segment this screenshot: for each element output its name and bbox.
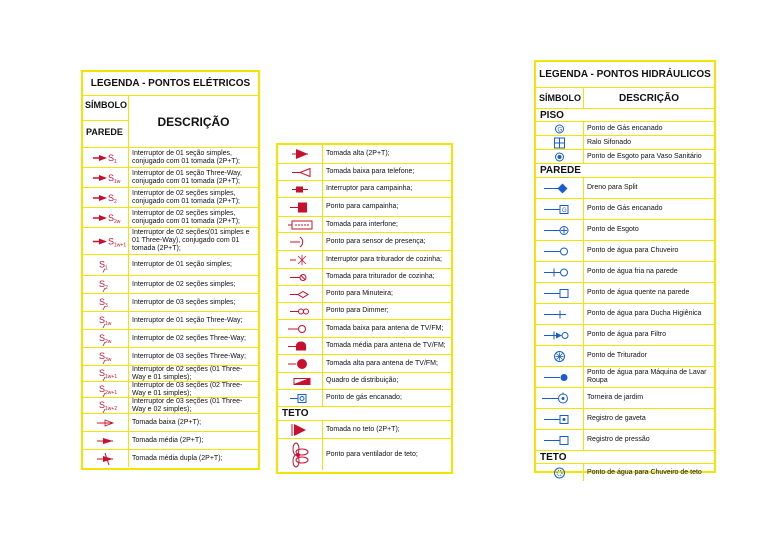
row-description: Interruptor de 02 seções simples; <box>132 280 236 288</box>
table-row <box>83 187 258 207</box>
row-description: Interruptor de 01 seção simples; <box>132 261 232 268</box>
svg-text:S3w: $S_{3w}$ <box>99 351 112 363</box>
row-description: Ponto de água quente na parede <box>587 289 690 296</box>
row-description: Interruptor de 03 seções (01 Three-Way e 02 simples); <box>132 397 243 413</box>
table-row <box>536 177 714 198</box>
table-row <box>83 413 258 431</box>
symbol-icon <box>278 198 322 216</box>
table-row <box>278 232 451 250</box>
symbol-icon <box>278 373 322 389</box>
row-description: Tomada média dupla (2P+T); <box>132 454 223 462</box>
legend-electrical-table-2 <box>276 143 453 474</box>
symbol-icon <box>536 388 583 408</box>
table-row <box>83 275 258 293</box>
row-description: Tomada para interfone; <box>326 220 398 228</box>
symbol-icon <box>278 390 322 406</box>
svg-text:S2w: $S_{2w}$ <box>108 213 121 225</box>
table-row <box>278 285 451 302</box>
svg-text:S1w+2: $S_{1w+2}$ <box>99 400 118 412</box>
electrical-title: LEGENDA - PONTOS ELÉTRICOS <box>90 78 251 89</box>
table-row <box>536 408 714 429</box>
row-description: Ponto para sensor de presença; <box>326 237 426 245</box>
symbol-icon <box>536 346 583 366</box>
table-row <box>536 345 714 366</box>
symbol-icon <box>278 145 322 163</box>
svg-text:S1w+1: $S_{1w+1}$ <box>108 236 127 249</box>
table-row <box>83 293 258 311</box>
table-row <box>278 372 451 389</box>
row-description: Interruptor de 01 seção Three-Way, conjugado com 01 tomada (2P+T); <box>132 169 242 185</box>
symbol-icon <box>83 414 128 431</box>
row-description: Ponto de água para Filtro <box>587 331 666 338</box>
row-description: Ponto para Dimmer; <box>326 307 389 314</box>
row-description: Ponto de água fria na parede <box>587 268 678 275</box>
table-row <box>83 381 258 397</box>
row-description: Registro de gaveta <box>587 415 646 422</box>
symbol-icon <box>83 312 128 329</box>
symbol-icon <box>278 303 322 319</box>
symbol-icon <box>278 269 322 285</box>
table-row <box>536 324 714 345</box>
svg-text:G: G <box>557 127 563 134</box>
row-description: Ponto de água para Máquina de Lavar Roupa <box>587 369 707 384</box>
symbol-icon <box>278 164 322 180</box>
symbol-icon <box>536 325 583 345</box>
symbol-icon <box>536 241 583 261</box>
row-description: Ponto de Gás encanado <box>587 205 663 212</box>
symbol-icon <box>536 136 583 149</box>
description-header: DESCRIÇÃO <box>618 92 679 104</box>
symbol-icon <box>278 286 322 302</box>
table-row <box>278 319 451 337</box>
svg-text:S1w: $S_{1w}$ <box>99 315 112 327</box>
symbol-icon <box>278 421 322 438</box>
symbol-icon <box>83 276 128 293</box>
row-description: Interruptor de 02 seções Three-Way; <box>132 334 246 342</box>
section-piso: PISO <box>536 108 714 121</box>
symbol-icon <box>83 188 128 207</box>
table-row <box>278 268 451 285</box>
symbol-icon <box>83 255 128 275</box>
symbol-icon <box>536 409 583 429</box>
table-row <box>536 198 714 219</box>
symbol-header: SÍMBOLO <box>539 93 581 103</box>
table-row <box>536 261 714 282</box>
symbol-icon <box>83 348 128 365</box>
svg-text:S2: $S_2$ <box>108 193 117 205</box>
svg-text:S2: $S_2$ <box>99 279 108 291</box>
row-description: Interruptor de 01 seção simples, conjugado com 01 tomada (2P+T); <box>132 149 240 165</box>
row-description: Interruptor de 03 seções simples; <box>132 298 236 306</box>
symbol-icon <box>83 168 128 187</box>
symbol-icon <box>536 283 583 303</box>
row-description: Tomada média (2P+T); <box>132 436 204 444</box>
table-row <box>278 302 451 319</box>
symbol-icon <box>83 366 128 381</box>
table-row <box>536 463 714 481</box>
row-description: Interruptor de 02 seções(01 simples e 01 Three-Way), conjugado com 01 tomada (2P+T); <box>132 229 250 252</box>
symbol-icon <box>83 382 128 397</box>
symbol-icon <box>536 150 583 163</box>
table-row <box>278 420 451 438</box>
table-row <box>83 167 258 187</box>
symbol-icon <box>83 228 128 254</box>
table-row <box>83 254 258 275</box>
section-teto: TETO <box>536 450 714 463</box>
symbol-icon <box>536 178 583 198</box>
table-row <box>278 337 451 354</box>
table-row <box>278 197 451 216</box>
symbol-icon <box>83 398 128 413</box>
symbol-icon <box>278 439 322 470</box>
symbol-icon <box>83 208 128 227</box>
symbol-icon <box>83 330 128 347</box>
row-description: Tomada alta (2P+T); <box>326 150 390 157</box>
symbol-icon <box>536 464 583 481</box>
svg-text:S2w: $S_{2w}$ <box>99 333 112 345</box>
symbol-icon <box>83 148 128 167</box>
table-row <box>536 135 714 149</box>
row-description: Tomada alta para antena de TV/FM; <box>326 359 438 367</box>
section-teto: TETO <box>278 406 451 420</box>
table-row <box>83 227 258 254</box>
symbol-icon <box>536 430 583 450</box>
legend-electrical-table <box>81 70 260 470</box>
hydraulic-title: LEGENDA - PONTOS HIDRÁULICOS <box>539 69 711 80</box>
row-description: Ponto de Esgoto <box>587 226 639 233</box>
table-row <box>278 354 451 372</box>
table-row <box>83 365 258 381</box>
symbol-header: SÍMBOLO <box>85 100 127 110</box>
row-description: Interruptor de 01 seção Three-Way; <box>132 316 243 324</box>
table-row <box>536 429 714 450</box>
row-description: Tomada no teto (2P+T); <box>326 425 400 433</box>
table-row <box>278 216 451 232</box>
table-row <box>536 282 714 303</box>
row-description: Ponto de gás encanado; <box>326 394 402 401</box>
legend-hydraulic-table <box>534 60 716 476</box>
svg-text:S1w: $S_{1w}$ <box>108 173 121 185</box>
symbol-icon <box>536 304 583 324</box>
symbol-icon <box>278 251 322 268</box>
table-row <box>536 121 714 135</box>
symbol-icon <box>278 355 322 372</box>
table-row <box>278 180 451 197</box>
table-row <box>536 303 714 324</box>
row-description: Ponto para campainha; <box>326 203 399 210</box>
row-description: Ralo Sifonado <box>587 138 631 146</box>
row-description: Ponto de Triturador <box>587 352 647 359</box>
row-description: Torneira de jardim <box>587 394 644 401</box>
svg-text:S1: $S_1$ <box>108 153 117 165</box>
table-row <box>278 163 451 180</box>
table-row <box>278 438 451 470</box>
table-row <box>536 387 714 408</box>
row-description: Interruptor de 03 seções Three-Way; <box>132 352 246 360</box>
symbol-icon <box>83 432 128 449</box>
symbol-icon <box>278 181 322 197</box>
symbol-icon <box>536 262 583 282</box>
svg-text:S1: $S_1$ <box>99 259 108 272</box>
row-description: Tomada baixa (2P+T); <box>132 418 202 426</box>
table-row <box>83 449 258 467</box>
symbol-icon <box>536 220 583 240</box>
row-description: Interruptor de 03 seções (02 Three-Way e 01 simples); <box>132 381 243 397</box>
row-description: Tomada baixa para antena de TV/FM; <box>326 324 444 332</box>
row-description: Interruptor de 02 seções simples, conjugado com 01 tomada (2P+T); <box>132 209 240 225</box>
row-description: Ponto de água para Chuveiro <box>587 247 679 254</box>
symbol-icon <box>83 450 128 467</box>
symbol-icon <box>278 338 322 354</box>
row-description: Ponto de água para Ducha Higiênica <box>587 310 702 317</box>
symbol-icon <box>278 233 322 250</box>
symbol-icon <box>278 320 322 337</box>
svg-text:S3: $S_3$ <box>99 297 108 309</box>
symbol-icon <box>278 217 322 232</box>
row-description: Interruptor para campainha; <box>326 185 413 192</box>
row-description: Quadro de distribuição; <box>326 377 399 384</box>
table-row <box>536 240 714 261</box>
row-description: Interruptor para triturador de cozinha; <box>326 255 442 263</box>
svg-text:S1w+1: $S_{1w+1}$ <box>99 368 118 380</box>
symbol-icon <box>536 199 583 219</box>
row-description: Tomada média para antena de TV/FM; <box>326 342 446 349</box>
row-description: Registro de pressão <box>587 436 650 443</box>
table-row <box>278 145 451 163</box>
row-description: Ponto para Minuteira; <box>326 290 393 297</box>
row-description: Interruptor de 02 seções simples, conjugado com 01 tomada (2P+T); <box>132 189 240 205</box>
symbol-icon <box>536 367 583 387</box>
table-row <box>536 366 714 387</box>
row-description: Ponto de Esgoto para Vaso Sanitário <box>587 152 702 160</box>
symbol-icon <box>83 294 128 311</box>
section-parede: PAREDE <box>536 163 714 177</box>
table-row <box>83 329 258 347</box>
table-row <box>536 149 714 163</box>
svg-text:G: G <box>562 208 567 214</box>
symbol-icon <box>536 122 583 135</box>
row-description: Ponto de Gás encanado <box>587 124 663 132</box>
table-row <box>536 219 714 240</box>
row-description: Ponto para ventilador de teto; <box>326 450 418 458</box>
description-header: DESCRIÇÃO <box>157 114 230 129</box>
table-row <box>278 250 451 268</box>
row-description: Tomada para triturador de cozinha; <box>326 273 435 280</box>
row-description: Tomada baixa para telefone; <box>326 168 415 175</box>
section-parede: PAREDE <box>86 127 123 137</box>
table-row <box>83 347 258 365</box>
svg-text:S2w+1: $S_{2w+1}$ <box>99 384 118 396</box>
row-description: Ponto de água para Chuveiro de teto <box>587 468 702 476</box>
table-row <box>83 147 258 167</box>
table-row <box>83 207 258 227</box>
table-row <box>83 311 258 329</box>
table-row <box>83 397 258 413</box>
row-description: Dreno para Split <box>587 184 638 191</box>
table-row <box>278 389 451 406</box>
row-description: Interruptor de 02 seções (01 Three-Way e 01 simples); <box>132 365 243 381</box>
table-row <box>83 431 258 449</box>
